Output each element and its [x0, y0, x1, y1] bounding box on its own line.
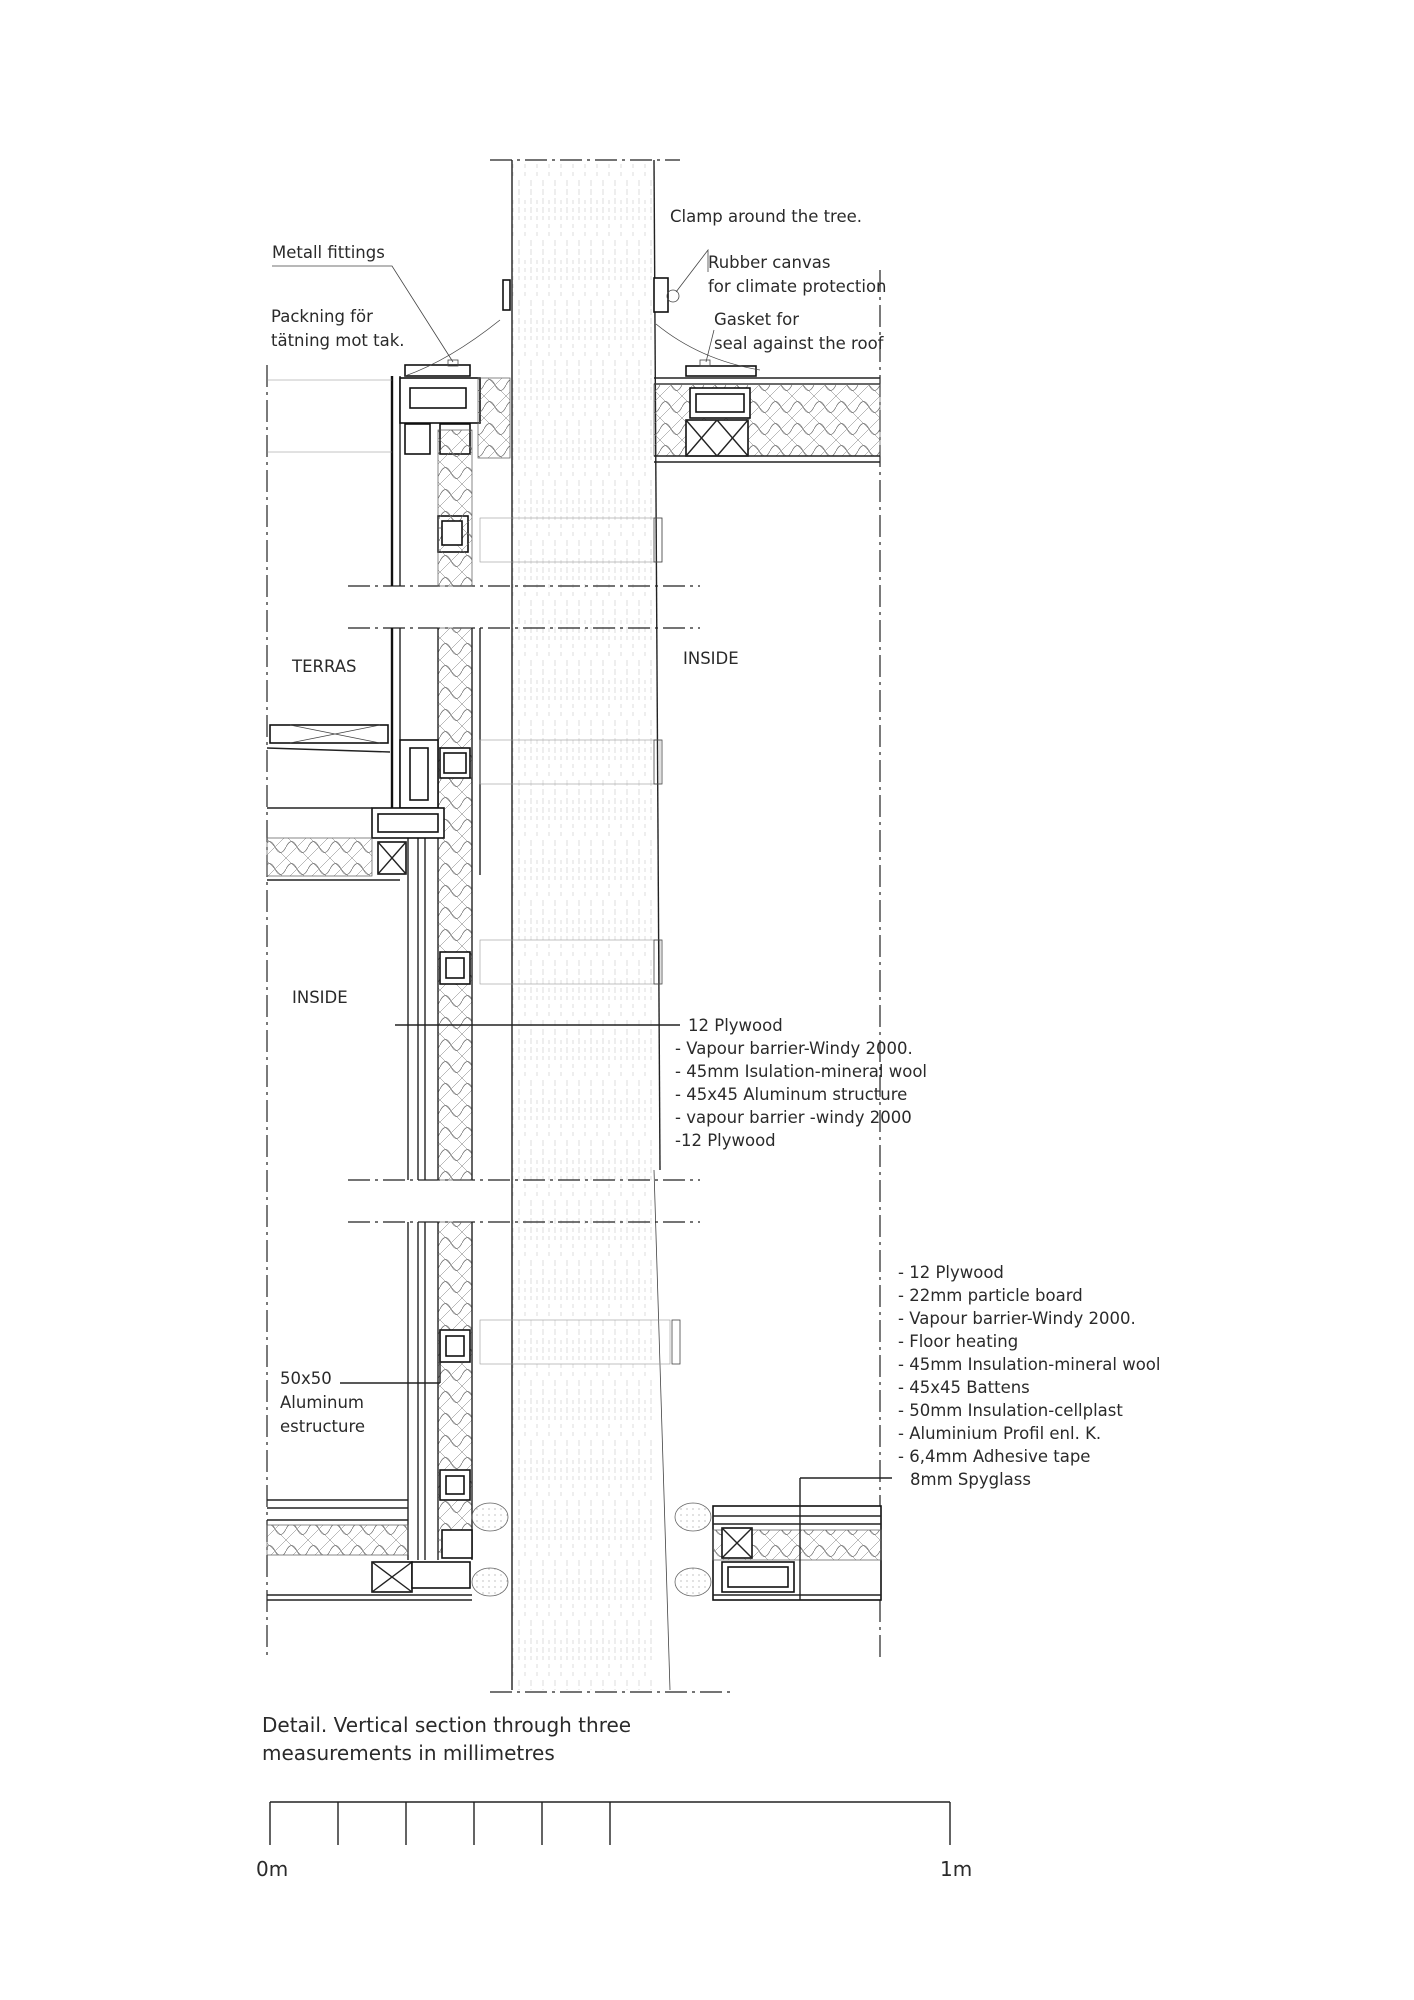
terras-label: TERRAS — [292, 657, 357, 676]
wall-layer: - 45x45 Aluminum structure — [675, 1085, 908, 1104]
floor-layer: - 45mm Insulation-mineral wool — [898, 1355, 1161, 1374]
floor-layer: 8mm Spyglass — [910, 1470, 1031, 1489]
wall-layers-list — [675, 1016, 927, 1150]
caption-line-1: Detail. Vertical section through three — [262, 1713, 632, 1737]
floor-layer: - Aluminium Profil enl. K. — [898, 1424, 1102, 1443]
floor-layer: - 45x45 Battens — [898, 1378, 1030, 1397]
gasket-label-1: Gasket for — [714, 310, 800, 329]
floor-layer: - 12 Plywood — [898, 1263, 1004, 1282]
tree-trunk — [512, 160, 670, 1690]
aluminum-label-2: Aluminum — [280, 1393, 364, 1412]
scale-end-label: 1m — [940, 1857, 973, 1881]
floor-layer: - 6,4mm Adhesive tape — [898, 1447, 1091, 1466]
metall-fittings-label: Metall fittings — [272, 243, 385, 262]
wall-layer: -12 Plywood — [675, 1131, 776, 1150]
floor-layer: - Floor heating — [898, 1332, 1019, 1351]
scale-start-label: 0m — [256, 1857, 289, 1881]
caption — [262, 1713, 631, 1765]
floor-layers-list — [898, 1263, 1160, 1489]
aluminum-label-3: estructure — [280, 1417, 366, 1436]
aluminum-label-1: 50x50 — [280, 1369, 332, 1388]
floor-layer: - Vapour barrier-Windy 2000. — [898, 1309, 1136, 1328]
wall-layer: - vapour barrier -windy 2000 — [675, 1108, 912, 1127]
wall-layer: 12 Plywood — [688, 1016, 783, 1035]
wall-layer: - Vapour barrier-Windy 2000. — [675, 1039, 913, 1058]
inside-right-label: INSIDE — [683, 649, 739, 668]
packning-label-1: Packning för — [271, 307, 373, 326]
floor-layer: - 22mm particle board — [898, 1286, 1083, 1305]
wall-layer: - 45mm Isulation-mineral wool — [675, 1062, 928, 1081]
scale-bar — [256, 1802, 972, 1881]
caption-line-2: measurements in millimetres — [262, 1741, 555, 1765]
clamp-label: Clamp around the tree. — [670, 207, 863, 226]
rubber-canvas-label-1: Rubber canvas — [708, 253, 831, 272]
gasket-label-2: seal against the roof — [714, 334, 884, 353]
floor-layer: - 50mm Insulation-cellplast — [898, 1401, 1123, 1420]
rubber-canvas-label-2: for climate protection — [708, 277, 887, 296]
inside-left-label: INSIDE — [292, 988, 348, 1007]
packning-label-2: tätning mot tak. — [271, 331, 405, 350]
